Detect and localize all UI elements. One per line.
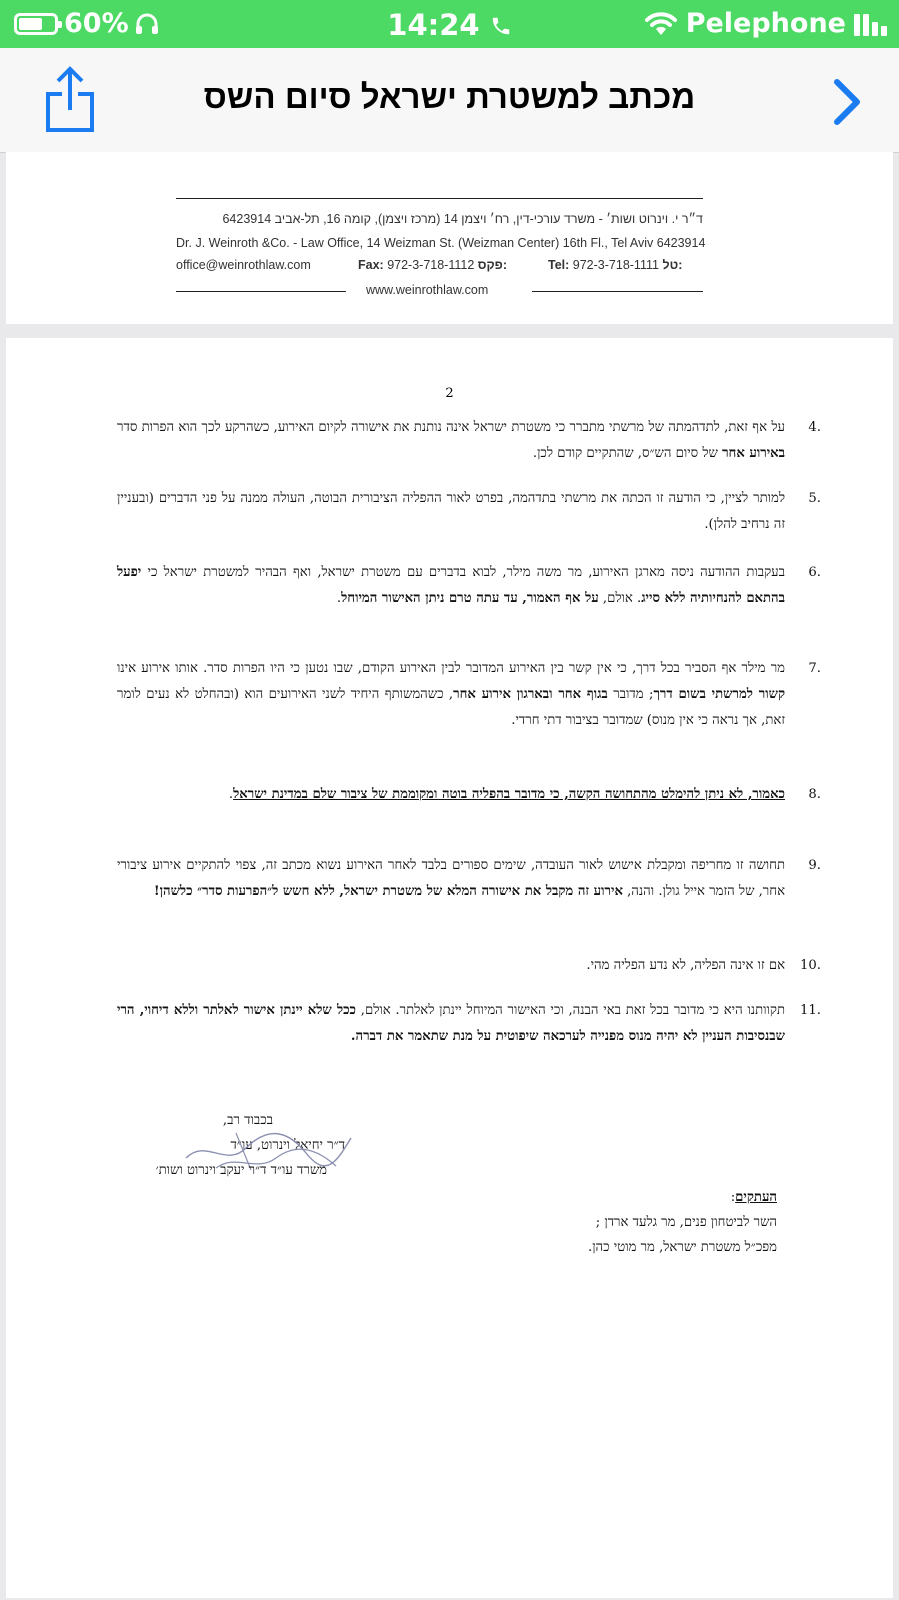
closing-signer: ד״ר יחיאל וינרוט, עו״ד — [230, 1138, 345, 1153]
status-time: 14:24 — [387, 8, 480, 42]
list-item: 8. כאמור, לא ניתן להימלט מהתחושה הקשה, כי מדובר בהפליה בוטה ומקוממת של ציבור שלם במדינת ישראל. — [228, 787, 821, 802]
list-item: 7. מר מילר אף הסביר בכל דרך, כי אין קשר בין האירוע המדובר לבין האירוע הקודם, שבו נטען כי היו הפרות סדר. אותו אירוע אינו קשור למרשתי בשום דרך; מדובר בגוף אחר ובארגון אירוע אחר, כשהמשותף היחיד לשני האירועים הוא (ובהחלט לא נעים לומר זאת, אך נראה כי אין מנוס) שמדובר בציבור דתי חרדי. — [117, 661, 821, 728]
list-item: 5. למותר לציין, כי הודעה זו הכתה את מרשתי בתדהמה, בפרט לאור ההפליה הציבורית הבוטה, העולה ממנה על פני הדברים (ובעניין זה נרחיב להלן). — [117, 491, 821, 532]
letterhead-website: www.weinrothlaw.com — [366, 283, 489, 297]
closing-firm: משרד עו״ד ד״ר יעקב וינרוט ושות׳ — [155, 1163, 327, 1178]
wifi-icon — [644, 11, 678, 37]
forward-button[interactable] — [829, 78, 865, 126]
letterhead-tel: Tel: 972-3-718-1111 טל: — [548, 258, 683, 272]
list-item: 4. על אף זאת, לתדהמתה של מרשתי מתברר כי משטרת ישראל אינה נותנת את אישורה לקיום האירוע, כשהרקע לכך הוא הפרות סדר באירוע אחר של סיום הש״ס, שהתקיים קודם לכן. — [117, 420, 821, 461]
document-page-2 — [6, 338, 893, 1598]
copies-line: מפכ״ל משטרת ישראל, מר מוטי כהן. — [588, 1240, 777, 1255]
letterhead-english: Dr. J. Weinroth &Co. - Law Office, 14 Weizman St. (Weizman Center) 16th Fl., Tel Aviv 6423914 — [176, 236, 706, 250]
chevron-right-icon — [829, 78, 865, 126]
list-item: 10. אם זו אינה הפליה, לא נדע הפליה מהי. — [586, 958, 821, 973]
phone-call-icon — [490, 15, 512, 37]
signal-bars-icon — [854, 12, 887, 36]
letterhead-email: office@weinrothlaw.com — [176, 258, 311, 272]
divider — [176, 291, 346, 292]
letterhead-hebrew: ד״ר י. וינרוט ושות׳ - משרד עורכי-דין, רח׳ ויצמן 14 (מרכז ויצמן), קומה 16, תל-אביב 6423914 — [222, 212, 703, 226]
list-item: 6. בעקבות ההודעה ניסה מארגן האירוע, מר משה מילר, לבוא בדברים עם משטרת ישראל, ואף הבהיר למשטרת ישראל כי יפעל בהתאם להנחיותיה ללא סייג. אולם, על אף האמור, עד עתה טרם ניתן האישור המיוחל. — [117, 565, 821, 606]
closing-greeting: בכבוד רב, — [222, 1113, 273, 1128]
battery-percent: 60% — [64, 8, 129, 39]
list-item: 9. תחושה זו מחריפה ומקבלת אישוש לאור העובדה, שימים ספורים בלבד לאחר האירוע נשוא מכתב זה, צפוי להתקיים אירוע ציבורי אחר, של הזמר אייל גולן. והנה, אירוע זה מקבל את אישורה המלא של משטרת ישראל, ללא חשש ל״הפרעות סדר״ כלשהן! — [117, 858, 821, 899]
page-number: 2 — [445, 386, 454, 401]
status-bar — [0, 0, 899, 48]
nav-bar — [0, 48, 899, 153]
carrier-name: Pelephone — [685, 8, 846, 39]
letterhead-fax: Fax: 972-3-718-1112 פקס: — [358, 258, 508, 272]
page-title: מכתב למשטרת ישראל סיום השס — [203, 78, 696, 115]
divider — [176, 198, 703, 199]
copies-heading: העתקים: — [730, 1190, 777, 1205]
document-page-1 — [6, 152, 893, 324]
divider — [532, 291, 703, 292]
copies-line: השר לביטחון פנים, מר גלעד ארדן ; — [595, 1215, 777, 1230]
list-item: 11. תקוותנו היא כי מדובר בכל זאת באי הבנה, וכי האישור המיוחל יינתן לאלתר. אולם, ככל שלא יינתן אישור לאלתר וללא דיחוי, הרי שבנסיבות העניין לא יהיה מנוס מפנייה לערכאה שיפוטית על מנת שתאמר את דברה. — [117, 1003, 821, 1044]
